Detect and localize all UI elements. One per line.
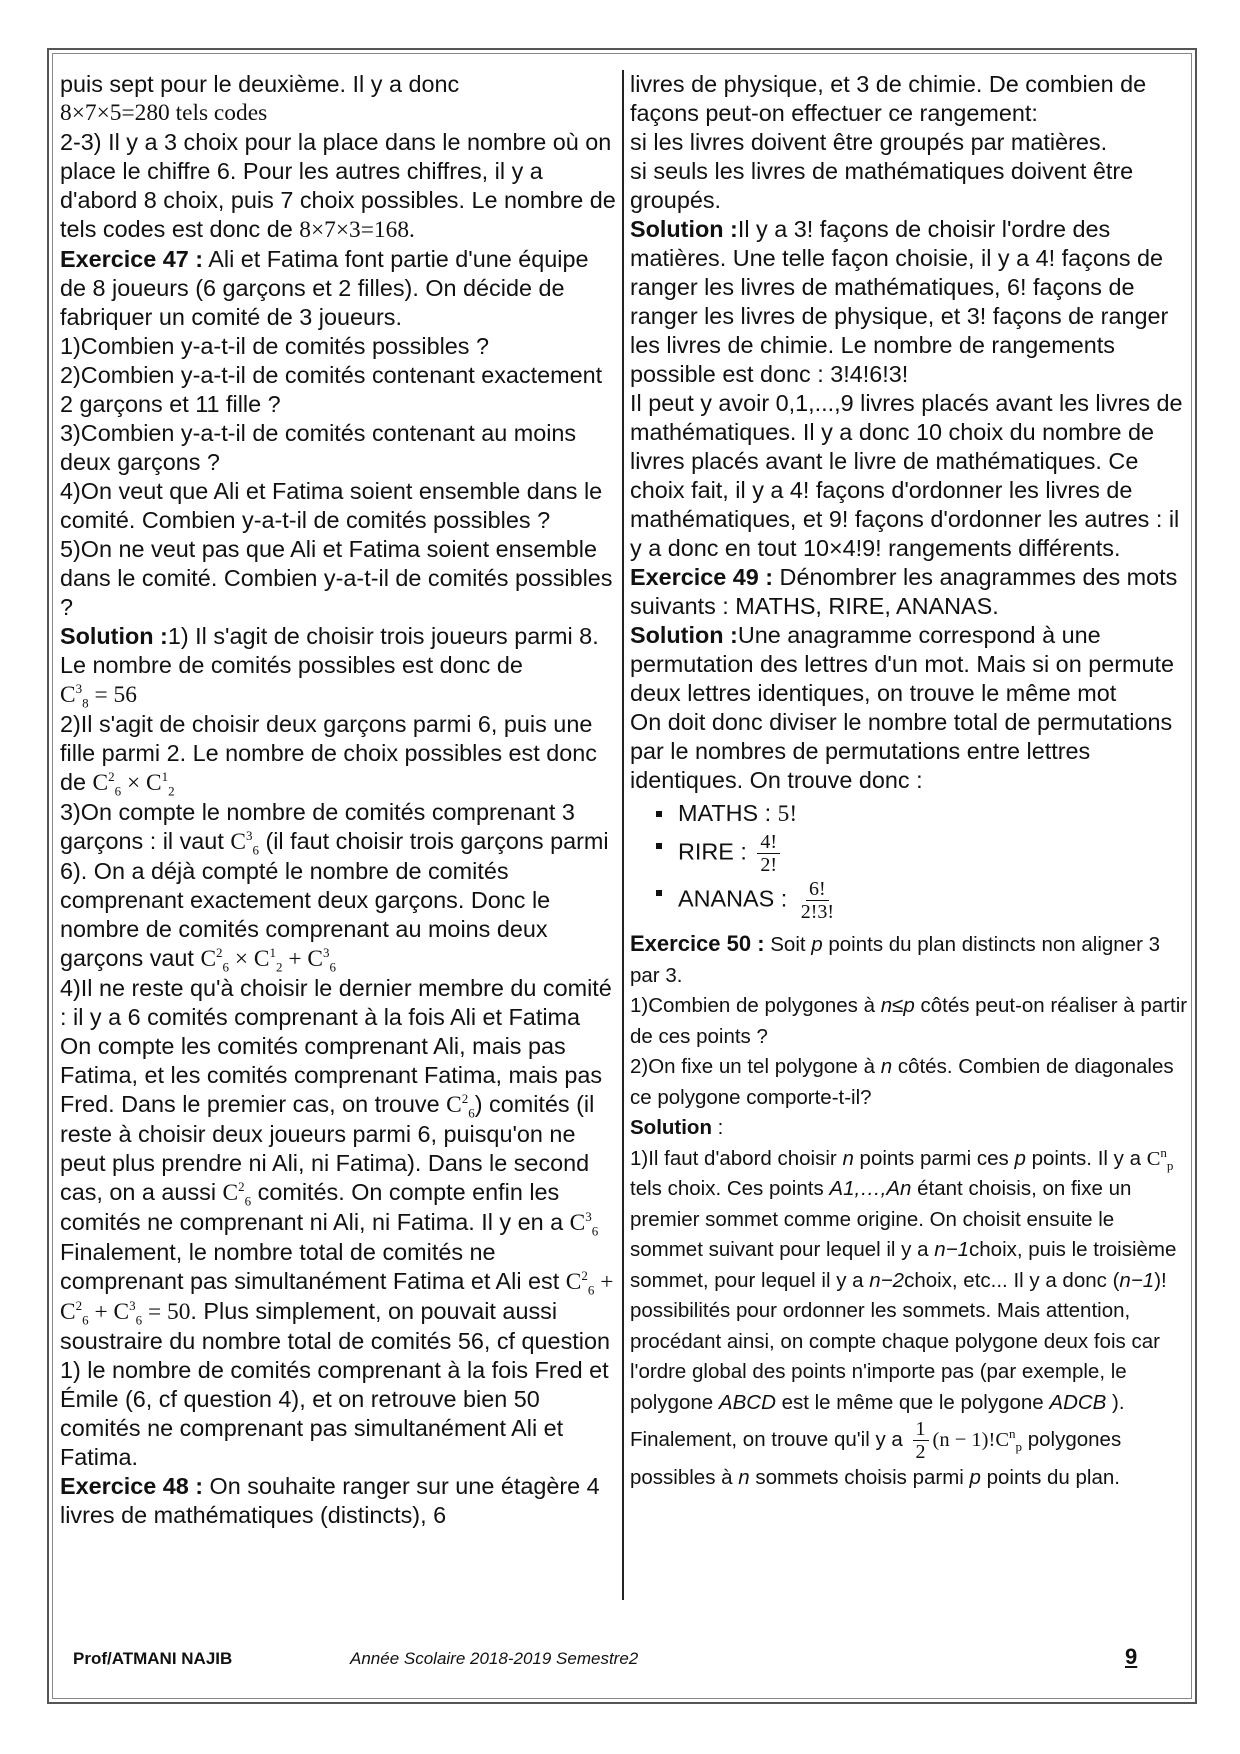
paragraph: si seuls les livres de mathématiques doivent être groupés. (630, 158, 1134, 213)
question-2: 2)Combien y-a-t-il de comités contenant exactement 2 garçons et 11 fille ? (60, 362, 603, 417)
list-item: ANANAS : $\frac{6!}{2!3!}$ (678, 878, 1190, 923)
page-number: 9 (1125, 1644, 1138, 1669)
formula: $C^2_6 \times C^1_2 + C^3_6$ (200, 945, 337, 975)
question-1: 1)Combien de polygones à n≤p côtés peut-on réaliser à partir de ces points ? (630, 994, 1188, 1048)
question-4: 4)On veut que Ali et Fatima soient ensemble dans le comité. Combien y-a-t-il de comités possibles ? (60, 478, 603, 533)
formula: $C^2_6 \times C^1_2$ (92, 769, 175, 799)
paragraph: On doit donc diviser le nombre total de permutations par le nombres de permutations entre lettres identiques. On trouve donc : (630, 709, 1173, 793)
solution-title: Solution : (630, 216, 738, 242)
solution-50: 1)Il faut d'abord choisir n points parmi ces p points. Il y a $C^n_p$ tels choix. Ces points A1,…,An étant choisis, on fixe un premier sommet comme origine. On choisit ensuite le sommet suivant pour lequel il y a n−1choix, puis le troisième sommet, pour lequel il y a n−2choix, etc... Il y a donc (n−1)! possibilités pour ordonner les sommets. Mais attention, procédant ainsi, on compte chaque polygone deux fois car l'ordre global des points n'importe pas (par exemple, le polygone ABCD est le même que le polygone ADCB ). Finalement, on trouve qu'il y a $\frac{1}{2}$ $(n - 1)!C^n_p$ polygones possibles à n sommets choisis parmi p points du plan. (630, 1144, 1177, 1489)
paragraph: Il peut y avoir 0,1,...,9 livres placés avant les livres de mathématiques. Il y a donc 10 choix du nombre de livres placés avant le livre de mathématiques. Ce choix fait, il y a 4! façons d'ordonner les livres de mathématiques, et 9! façons d'ordonner les autres : il y a donc en tout 10×4!9! rangements différents. (630, 390, 1183, 561)
exercise-47: Exercice 47 : Ali et Fatima font partie d'une équipe de 8 joueurs (6 garçons et 2 filles). On décide de fabriquer un comité de 3 joueurs. (60, 246, 589, 330)
solution-47-part2: 2)Il s'agit de choisir deux garçons parmi 6, puis une fille parmi 2. Le nombre de choix possibles est donc de $C^2_6 \times C^1_2$ (60, 711, 597, 799)
column-divider (622, 70, 624, 1600)
anagram-list (630, 799, 1190, 923)
exercise-50-block (630, 929, 1190, 1494)
formula: $C^n_p$ (1146, 1144, 1174, 1173)
solution-48: Solution :Il y a 3! façons de choisir l'ordre des matières. Une telle façon choisie, il y a 4! façons de ranger les livres de mathématiques, 6! façons de ranger les livres de physique, et 3! façons de ranger les livres de chimie. Le nombre de rangements possible est donc : 3!4!6!3! (630, 216, 1169, 387)
footer-author: Prof/ATMANI NAJIB (73, 1649, 233, 1668)
question-3: 3)Combien y-a-t-il de comités contenant au moins deux garçons ? (60, 420, 577, 475)
formula: $C^3_8$ (60, 681, 89, 711)
formula: $C^3_6$ (569, 1209, 599, 1239)
question-1: 1)Combien y-a-t-il de comités possibles ? (60, 333, 489, 359)
formula: $C^2_6 + C^2_6 + C^3_6$ (60, 1268, 614, 1328)
exercise-title: Exercice 49 : (630, 564, 774, 590)
fraction: $\frac{4!}{2!}$ (757, 831, 780, 876)
exercise-title: Exercice 50 : (630, 931, 765, 956)
formula: $C^3_6$ (230, 828, 259, 858)
formula: $C^2_6$ (446, 1091, 475, 1121)
formula: $C^2_6$ (222, 1179, 252, 1209)
solution-47-part4: 4)Il ne reste qu'à choisir le dernier membre du comité : il y a 6 comités comprenant à la fois Ali et Fatima (60, 975, 612, 1030)
list-item: RIRE : $\frac{4!}{2!}$ (678, 831, 1190, 876)
fraction: $\frac{6!}{2!3!}$ (800, 878, 835, 923)
footer-year: Année Scolaire 2018-2019 Semestre2 (350, 1649, 639, 1668)
solution-title: Solution : (630, 622, 738, 648)
math-line: 8×7×5=280 tels codes (60, 100, 268, 126)
list-item: MATHS : 5! (678, 799, 1190, 829)
paragraph: livres de physique, et 3 de chimie. De combien de façons peut-on effectuer ce rangement: (630, 71, 1147, 126)
solution-49: Solution :Une anagramme correspond à une permutation des lettres d'un mot. Mais si on permute deux lettres identiques, on trouve le même mot (630, 622, 1175, 706)
question-5: 5)On ne veut pas que Ali et Fatima soient ensemble dans le comité. Combien y-a-t-il de comités possibles ? (60, 536, 613, 620)
fraction: $\frac{1}{2}$ (913, 1418, 929, 1463)
exercise-title: Exercice 47 : (60, 246, 204, 272)
solution-title: Solution : (60, 623, 168, 649)
paragraph: si les livres doivent être groupés par matières. (630, 129, 1108, 155)
exercise-50: Exercice 50 : Soit p points du plan distincts non aligner 3 par 3. (630, 931, 1161, 987)
left-column (60, 70, 618, 1530)
exercise-title: Exercice 48 : (60, 1473, 204, 1499)
solution-47-part3: 3)On compte le nombre de comités comprenant 3 garçons : il vaut $C^3_6$ (il faut choisir trois garçons parmi 6). On a déjà compté le nombre de comités comprenant exactement deux garçons. Donc le nombre de comités comprenant au moins deux garçons vaut $C^2_6 \times C^1_2 + C^3_6$ (60, 799, 609, 975)
text-line: puis sept pour le deuxième. Il y a donc (60, 71, 460, 97)
question-2: 2)On fixe un tel polygone à n côtés. Combien de diagonales ce polygone comporte-t-il? (630, 1055, 1174, 1109)
solution-47-part5: On compte les comités comprenant Ali, mais pas Fatima, et les comités comprenant Fatima, mais pas Fred. Dans le premier cas, on trouve $C^2_6$) comités (il reste à choisir deux joueurs parmi 6, puisqu'on ne peut plus prendre ni Ali, ni Fatima). Dans le second cas, on a aussi $C^2_6$ comités. On compte enfin les comités ne comprenant ni Ali, ni Fatima. Il y en a $C^3_6$ Finalement, le nombre total de comités ne comprenant pas simultanément Fatima et Ali est $C^2_6 + C^2_6 + C^3_6 = 50$. Plus simplement, on pouvait aussi soustraire du nombre total de comités 56, cf question 1) le nombre de comités comprenant à la fois Fred et Émile (6, cf question 4), et on retrouve bien 50 comités ne comprenant pas simultanément Ali et Fatima. (60, 1033, 614, 1470)
solution-47-part1: Solution :1) Il s'agit de choisir trois joueurs parmi 8. Le nombre de comités possibles est donc de $C^3_8 = 56$ (60, 623, 599, 711)
exercise-49: Exercice 49 : Dénombrer les anagrammes des mots suivants : MATHS, RIRE, ANANAS. (630, 564, 1178, 619)
formula: $C^n_p$ (995, 1426, 1023, 1455)
paragraph: 2-3) Il y a 3 choix pour la place dans le nombre où on place le chiffre 6. Pour les autres chiffres, il y a d'abord 8 choix, puis 7 choix possibles. Le nombre de tels codes est donc de 8×7×3=168. (60, 129, 616, 243)
solution-50-title: Solution : (630, 1116, 724, 1139)
exercise-48: Exercice 48 : On souhaite ranger sur une étagère 4 livres de mathématiques (distincts), 6 (60, 1473, 600, 1528)
right-column (630, 70, 1190, 1494)
